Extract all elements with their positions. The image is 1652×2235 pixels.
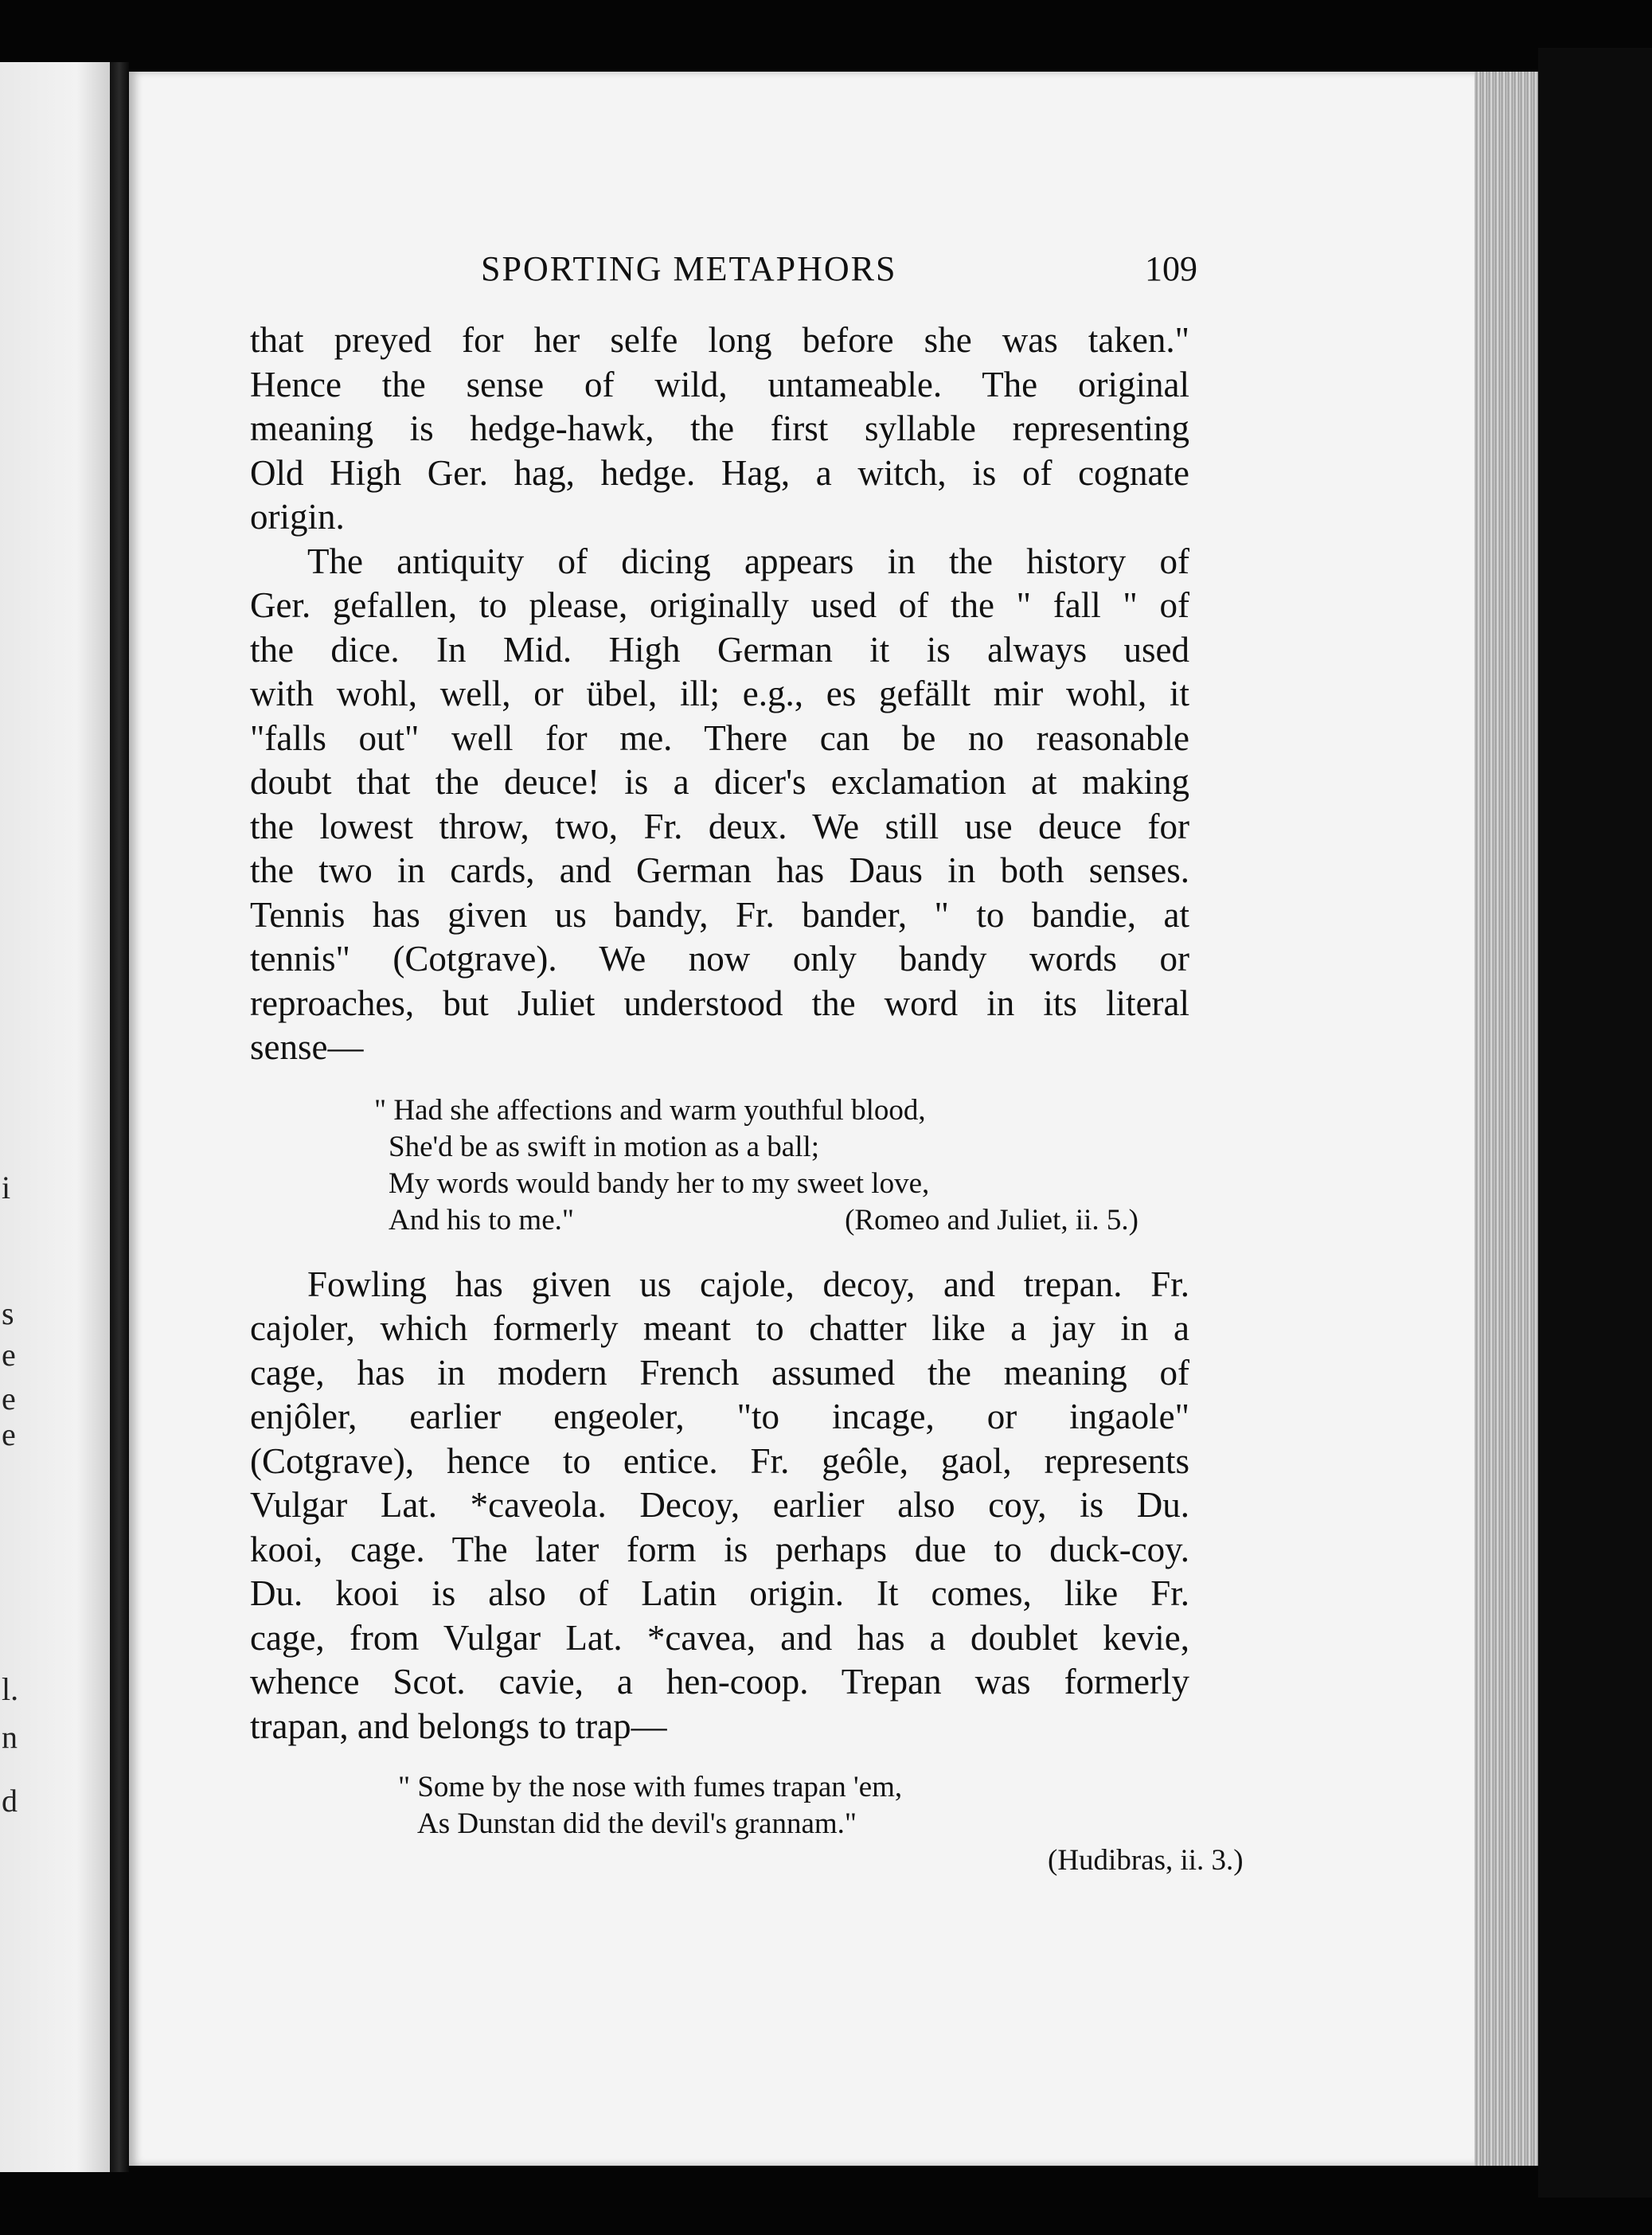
quote-line: My words would bandy her to my sweet love, bbox=[389, 1166, 930, 1200]
quote-line: And his to me." bbox=[389, 1203, 574, 1237]
quote-line: She'd be as swift in motion as a ball; bbox=[389, 1130, 820, 1163]
paragraph bbox=[250, 318, 1189, 540]
book-gutter bbox=[110, 62, 129, 2172]
text-line: The antiquity of dicing appears in the history of bbox=[307, 541, 1189, 581]
text-line: Old High Ger. hag, hedge. Hag, a witch, is of cognate bbox=[250, 452, 1189, 493]
text-line: reproaches, but Juliet understood the word in its literal bbox=[250, 983, 1189, 1023]
text-line: with wohl, well, or übel, ill; e.g., es gefällt mir wohl, it bbox=[250, 674, 1189, 713]
quote-line: As Dunstan did the devil's grannam." bbox=[417, 1807, 857, 1840]
facing-page-fragment: n bbox=[2, 1719, 18, 1755]
text-line: Hence the sense of wild, untameable. The original bbox=[250, 364, 1189, 404]
text-line: cage, from Vulgar Lat. *cavea, and has a doublet kevie, bbox=[250, 1617, 1189, 1658]
facing-page-edge bbox=[0, 62, 110, 2172]
text-line: sense— bbox=[250, 1027, 364, 1067]
text-line: the dice. In Mid. High German it is always used bbox=[250, 629, 1189, 670]
page-number: 109 bbox=[1145, 249, 1197, 288]
block-quote bbox=[250, 1769, 1244, 1879]
text-line: cajoler, which formerly meant to chatter like a jay in a bbox=[250, 1308, 1189, 1348]
text-line: tennis" (Cotgrave). We now only bandy words or bbox=[250, 939, 1189, 979]
text-line: doubt that the deuce! is a dicer's exclamation at making bbox=[250, 762, 1189, 802]
running-head-title: SPORTING METAPHORS bbox=[481, 249, 897, 288]
text-line: origin. bbox=[250, 497, 345, 537]
facing-page-fragment: e bbox=[2, 1337, 16, 1373]
text-line: meaning is hedge-hawk, the first syllable representing bbox=[250, 408, 1189, 448]
quote-line: " Had she affections and warm youthful blood, bbox=[374, 1093, 926, 1127]
text-line: kooi, cage. The later form is perhaps due to duck-coy. bbox=[250, 1529, 1189, 1569]
paragraph bbox=[250, 540, 1189, 1070]
text-line: whence Scot. cavie, a hen-coop. Trepan was formerly bbox=[250, 1662, 1189, 1702]
scan-background bbox=[1538, 48, 1652, 2198]
text-line: "falls out" well for me. There can be no reasonable bbox=[250, 717, 1189, 758]
paragraph bbox=[250, 1263, 1189, 1749]
facing-page-fragment: i bbox=[2, 1170, 11, 1205]
running-head bbox=[481, 248, 1197, 296]
facing-page-fragment: e bbox=[2, 1381, 16, 1416]
text-line: (Cotgrave), hence to entice. Fr. geôle, gaol, represents bbox=[250, 1440, 1189, 1481]
page-edges bbox=[1474, 72, 1538, 2166]
text-line: trapan, and belongs to trap— bbox=[250, 1706, 667, 1746]
facing-page-fragment: s bbox=[2, 1295, 14, 1331]
text-line: enjôler, earlier engeoler, "to incage, or ingaole" bbox=[250, 1397, 1189, 1436]
facing-page-fragment: e bbox=[2, 1416, 16, 1452]
text-line: Ger. gefallen, to please, originally used of the " fall " of bbox=[250, 585, 1189, 625]
text-line: Tennis has given us bandy, Fr. bander, " to bandie, at bbox=[250, 894, 1189, 935]
body-text bbox=[250, 318, 1244, 1879]
text-line: Vulgar Lat. *caveola. Decoy, earlier also coy, is Du. bbox=[250, 1485, 1189, 1525]
text-line: the lowest throw, two, Fr. deux. We still use deuce for bbox=[250, 806, 1189, 846]
block-quote bbox=[250, 1092, 1189, 1239]
text-line: Du. kooi is also of Latin origin. It comes, like Fr. bbox=[250, 1573, 1189, 1613]
text-line: the two in cards, and German has Daus in both senses. bbox=[250, 850, 1189, 890]
text-line: Fowling has given us cajole, decoy, and trepan. Fr. bbox=[307, 1264, 1189, 1304]
quote-citation: (Hudibras, ii. 3.) bbox=[1048, 1844, 1244, 1877]
facing-page-fragment: d bbox=[2, 1783, 18, 1819]
text-line: cage, has in modern French assumed the meaning of bbox=[250, 1352, 1189, 1393]
quote-citation: (Romeo and Juliet, ii. 5.) bbox=[845, 1203, 1138, 1237]
facing-page-fragment: l. bbox=[2, 1671, 19, 1707]
quote-line: " Some by the nose with fumes trapan 'em, bbox=[398, 1771, 903, 1803]
quote-final-row bbox=[374, 1202, 1138, 1239]
text-line: that preyed for her selfe long before she was taken." bbox=[250, 320, 1189, 360]
